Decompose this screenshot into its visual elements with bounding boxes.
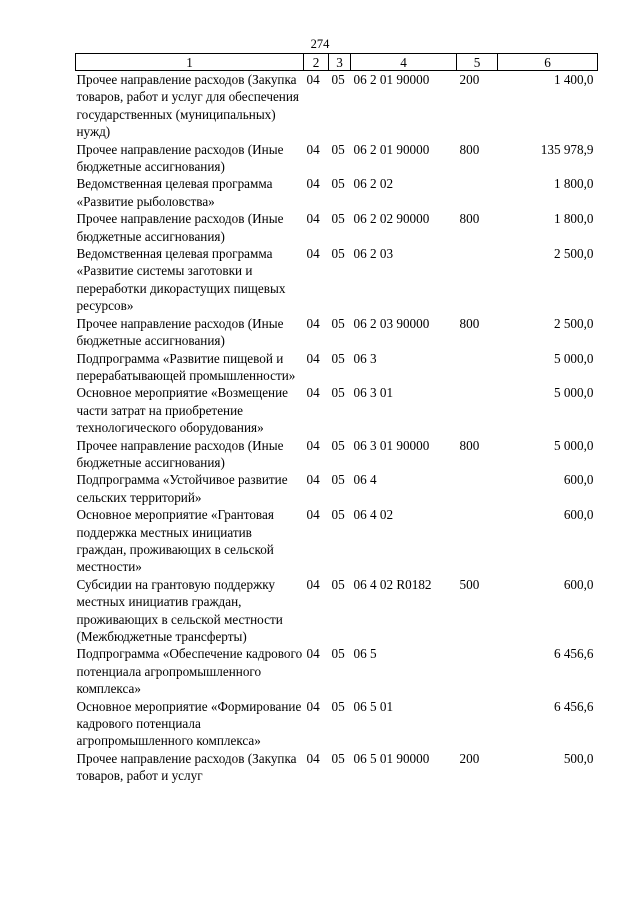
row-expense-type-cell: 800 bbox=[459, 315, 480, 331]
table-row bbox=[76, 315, 598, 350]
row-amount-cell: 2 500,0 bbox=[553, 246, 594, 262]
row-amount-cell: 600,0 bbox=[563, 507, 594, 523]
row-target-article-cell: 06 5 bbox=[353, 646, 377, 662]
row-name-cell: Ведомственная целевая программа «Развитие рыболовства» bbox=[76, 176, 273, 209]
table-row bbox=[76, 437, 598, 472]
row-target-article-cell: 06 2 03 bbox=[353, 246, 394, 262]
row-name-cell: Прочее направление расходов (Иные бюджетные ассигнования) bbox=[76, 315, 284, 349]
row-section-cell: 04 bbox=[306, 176, 320, 192]
row-name-cell: Ведомственная целевая программа «Развитие системы заготовки и переработки дикорастущих пищевых ресурсов» bbox=[76, 246, 286, 314]
row-section-cell: 04 bbox=[306, 507, 320, 523]
row-section-cell: 04 bbox=[306, 437, 320, 453]
row-section-cell: 04 bbox=[306, 698, 320, 714]
table-row bbox=[76, 698, 598, 750]
row-target-article-cell: 06 3 01 bbox=[353, 385, 394, 401]
header-col-2: 2 bbox=[304, 54, 329, 71]
table-body bbox=[76, 71, 598, 785]
row-name-cell: Субсидии на грантовую поддержку местных инициатив граждан, проживающих в сельской местности (Межбюджетные трансферты) bbox=[76, 576, 283, 644]
row-target-article-cell: 06 2 01 90000 bbox=[353, 141, 430, 157]
row-expense-type-cell bbox=[457, 471, 498, 506]
row-subsection-cell: 05 bbox=[331, 211, 345, 227]
row-expense-type-cell: 800 bbox=[459, 437, 480, 453]
row-amount-cell: 2 500,0 bbox=[553, 315, 594, 331]
table-row bbox=[76, 175, 598, 210]
row-amount-cell: 6 456,6 bbox=[553, 646, 594, 662]
row-section-cell: 04 bbox=[306, 472, 320, 488]
row-section-cell: 04 bbox=[306, 141, 320, 157]
row-subsection-cell: 05 bbox=[331, 646, 345, 662]
table-row bbox=[76, 141, 598, 176]
row-expense-type-cell bbox=[457, 384, 498, 436]
table-row bbox=[76, 245, 598, 315]
row-subsection-cell: 05 bbox=[331, 246, 345, 262]
table-row bbox=[76, 750, 598, 785]
row-name-cell: Прочее направление расходов (Иные бюджетные ассигнования) bbox=[76, 437, 284, 470]
table-row bbox=[76, 350, 598, 385]
row-expense-type-cell bbox=[457, 245, 498, 315]
row-amount-cell: 600,0 bbox=[563, 472, 594, 488]
row-name-cell: Основное мероприятие «Грантовая поддержка местных инициатив граждан, проживающих в сельской местности» bbox=[76, 507, 274, 575]
row-target-article-cell: 06 2 01 90000 bbox=[353, 72, 430, 87]
row-amount-cell: 1 800,0 bbox=[553, 211, 594, 227]
table-row bbox=[76, 471, 598, 506]
row-section-cell: 04 bbox=[306, 246, 320, 262]
budget-table bbox=[75, 53, 598, 785]
row-subsection-cell: 05 bbox=[331, 437, 345, 453]
row-subsection-cell: 05 bbox=[331, 176, 345, 192]
row-name-cell: Прочее направление расходов (Иные бюджетные ассигнования) bbox=[76, 211, 284, 244]
row-section-cell: 04 bbox=[306, 576, 320, 592]
row-target-article-cell: 06 3 01 90000 bbox=[353, 437, 430, 453]
row-target-article-cell: 06 4 02 R0182 bbox=[353, 576, 432, 592]
row-target-article-cell: 06 4 02 bbox=[353, 507, 394, 523]
row-expense-type-cell: 800 bbox=[459, 211, 480, 227]
row-target-article-cell: 06 2 02 90000 bbox=[353, 211, 430, 227]
row-name-cell: Прочее направление расходов (Закупка товаров, работ и услуг bbox=[76, 750, 297, 784]
row-amount-cell: 5 000,0 bbox=[553, 350, 594, 366]
row-expense-type-cell: 800 bbox=[459, 141, 480, 157]
row-amount-cell: 1 800,0 bbox=[553, 176, 594, 192]
row-name-cell: Прочее направление расходов (Закупка товаров, работ и услуг для обеспечения государственных (муниципальных) нужд) bbox=[76, 72, 299, 140]
row-subsection-cell: 05 bbox=[331, 507, 345, 523]
row-amount-cell: 135 978,9 bbox=[540, 141, 594, 157]
header-col-1: 1 bbox=[76, 54, 304, 71]
row-name-cell: Прочее направление расходов (Иные бюджетные ассигнования) bbox=[76, 141, 284, 175]
page-number: 274 bbox=[310, 37, 330, 51]
row-target-article-cell: 06 5 01 bbox=[353, 698, 394, 714]
row-expense-type-cell bbox=[457, 645, 498, 697]
row-expense-type-cell bbox=[457, 350, 498, 385]
header-col-3: 3 bbox=[329, 54, 351, 71]
row-name-cell: Подпрограмма «Устойчивое развитие сельских территорий» bbox=[76, 472, 288, 505]
row-target-article-cell: 06 5 01 90000 bbox=[353, 750, 430, 766]
row-amount-cell: 500,0 bbox=[563, 750, 594, 766]
header-col-4: 4 bbox=[351, 54, 457, 71]
row-name-cell: Подпрограмма «Обеспечение кадрового потенциала агропромышленного комплекса» bbox=[76, 646, 303, 697]
row-subsection-cell: 05 bbox=[331, 750, 345, 766]
row-expense-type-cell: 200 bbox=[459, 750, 480, 766]
row-subsection-cell: 05 bbox=[331, 698, 345, 714]
table-header-row bbox=[76, 54, 598, 71]
row-amount-cell: 5 000,0 bbox=[553, 385, 594, 401]
row-subsection-cell: 05 bbox=[331, 141, 345, 157]
row-target-article-cell: 06 3 bbox=[353, 350, 377, 366]
row-expense-type-cell: 200 bbox=[459, 72, 480, 87]
row-target-article-cell: 06 4 bbox=[353, 472, 377, 488]
row-subsection-cell: 05 bbox=[331, 72, 345, 87]
row-name-cell: Основное мероприятие «Формирование кадрового потенциала агропромышленного комплекса» bbox=[76, 698, 302, 749]
row-section-cell: 04 bbox=[306, 350, 320, 366]
row-target-article-cell: 06 2 02 bbox=[353, 176, 394, 192]
row-subsection-cell: 05 bbox=[331, 350, 345, 366]
row-subsection-cell: 05 bbox=[331, 385, 345, 401]
row-subsection-cell: 05 bbox=[331, 576, 345, 592]
row-amount-cell: 600,0 bbox=[563, 576, 594, 592]
row-amount-cell: 5 000,0 bbox=[553, 437, 594, 453]
table-row bbox=[76, 506, 598, 576]
row-section-cell: 04 bbox=[306, 750, 320, 766]
row-name-cell: Подпрограмма «Развитие пищевой и перерабатывающей промышленности» bbox=[76, 350, 296, 383]
header-col-6: 6 bbox=[498, 54, 598, 71]
header-col-5: 5 bbox=[457, 54, 498, 71]
row-section-cell: 04 bbox=[306, 211, 320, 227]
row-subsection-cell: 05 bbox=[331, 315, 345, 331]
row-target-article-cell: 06 2 03 90000 bbox=[353, 315, 430, 331]
table-row bbox=[76, 210, 598, 245]
row-expense-type-cell bbox=[457, 698, 498, 750]
table-row bbox=[76, 384, 598, 436]
row-amount-cell: 1 400,0 bbox=[553, 72, 594, 87]
table-row bbox=[76, 71, 598, 141]
row-name-cell: Основное мероприятие «Возмещение части затрат на приобретение технологического оборудования» bbox=[76, 385, 289, 436]
row-section-cell: 04 bbox=[306, 315, 320, 331]
row-section-cell: 04 bbox=[306, 646, 320, 662]
row-subsection-cell: 05 bbox=[331, 472, 345, 488]
table-row bbox=[76, 576, 598, 646]
row-expense-type-cell bbox=[457, 506, 498, 576]
row-expense-type-cell bbox=[457, 175, 498, 210]
row-expense-type-cell: 500 bbox=[459, 576, 480, 592]
row-section-cell: 04 bbox=[306, 72, 320, 87]
row-amount-cell: 6 456,6 bbox=[553, 698, 594, 714]
row-section-cell: 04 bbox=[306, 385, 320, 401]
table-row bbox=[76, 645, 598, 697]
